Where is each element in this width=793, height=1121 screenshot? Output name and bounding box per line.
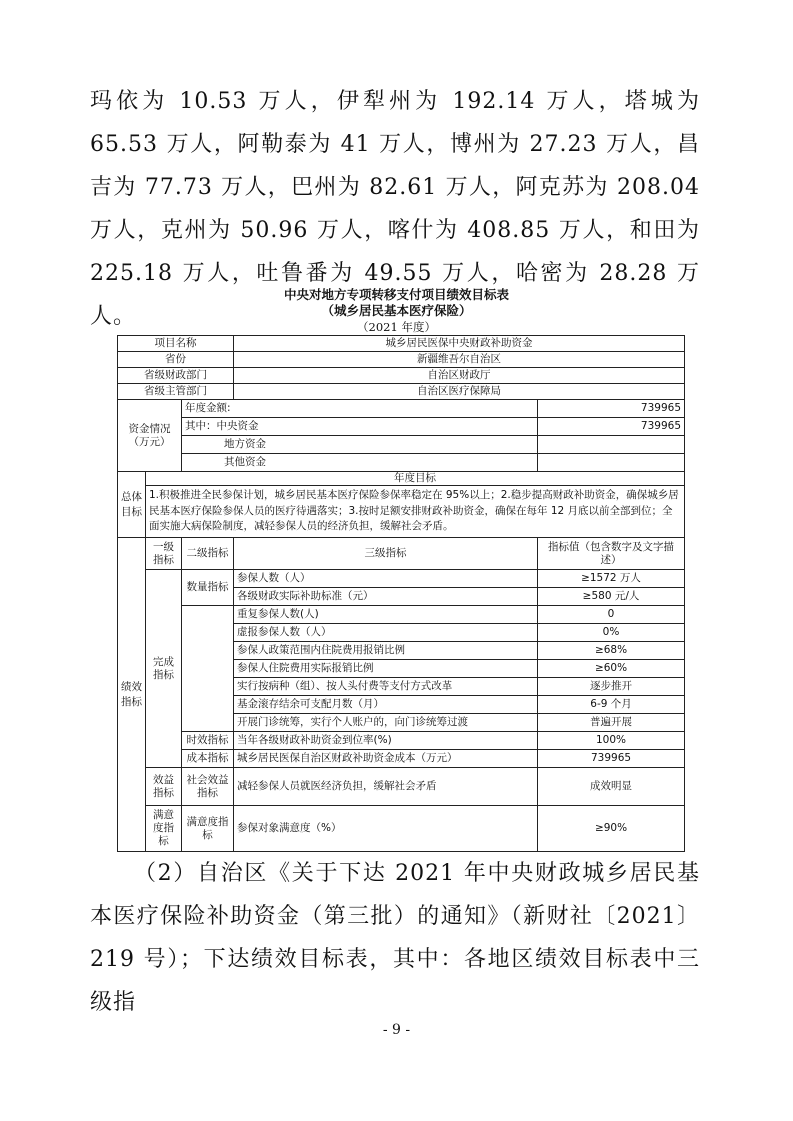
table-title-line1: 中央对地方专项转移支付项目绩效目标表 [283,287,509,302]
indicator-name: 参保人数（人） [234,570,538,588]
indicator-name: 参保对象满意度（%） [234,806,538,852]
indicator-name: 基金滚存结余可支配月数（月） [234,696,538,714]
province-value: 新疆维吾尔自治区 [234,352,685,368]
table-row [118,384,685,400]
indicator-name: 开展门诊统筹，实行个人账户的，向门诊统筹过渡 [234,714,538,732]
header-level3: 三级指标 [234,538,538,570]
annual-total-value: 739965 [538,400,685,418]
indicator-value: 0% [538,624,685,642]
table-row [118,538,685,570]
indicator-name: 当年各级财政补助资金到位率(%) [234,732,538,750]
header-level2: 二级指标 [182,538,234,570]
indicator-value: 6-9 个月 [538,696,685,714]
bottom-text: （2）自治区《关于下达 2021 年中央财政城乡居民基本医疗保险补助资金（第三批）的通知》（新财社〔2021〕219 号）；下达绩效目标表，其中：各地区绩效目标表中三级指 [90,861,700,1015]
local-funds-value [538,436,685,454]
finance-dept-label: 省级财政部门 [118,368,234,384]
table-row [118,570,685,588]
indicator-name: 各级财政实际补助标准（元） [234,588,538,606]
indicator-name: 实行按病种（组）、按人头付费等支付方式改革 [234,678,538,696]
satisfaction-indicators-label: 满意度指标 [146,806,182,852]
admin-dept-value: 自治区医疗保障局 [234,384,685,400]
indicator-value: ≥60% [538,660,685,678]
table-row [118,336,685,352]
province-label: 省份 [118,352,234,368]
finance-dept-value: 自治区财政厅 [234,368,685,384]
indicator-name: 减轻参保人员就医经济负担，缓解社会矛盾 [234,768,538,806]
indicator-value: ≥1572 万人 [538,570,685,588]
quality-indicators-label [182,606,234,732]
other-funds-value [538,454,685,472]
table-row [118,454,685,472]
indicator-value: ≥90% [538,806,685,852]
table-row [118,436,685,454]
completion-indicators-label: 完成指标 [146,570,182,768]
funds-label: 资金情况（万元） [118,400,182,472]
indicator-name: 重复参保人数(人) [234,606,538,624]
social-benefit-label: 社会效益指标 [182,768,234,806]
satisfaction-sub-label: 满意度指标 [182,806,234,852]
admin-dept-label: 省级主管部门 [118,384,234,400]
table-row [118,368,685,384]
cost-indicators-label: 成本指标 [182,750,234,768]
indicator-value: 0 [538,606,685,624]
performance-indicators-label: 绩效指标 [118,538,146,852]
header-level1: 一级指标 [146,538,182,570]
table-row [118,352,685,368]
table-row [118,768,685,806]
page-number: - 9 - [382,1022,411,1038]
performance-target-table [117,335,685,852]
overall-goal-label: 总体目标 [118,472,146,538]
table-row [118,418,685,436]
local-funds-label: 地方资金 [182,436,538,454]
header-value: 指标值（包含数字及文字描述） [538,538,685,570]
central-funds-value: 739965 [538,418,685,436]
annual-goal-label: 年度目标 [146,472,685,486]
indicator-name: 虚报参保人数（人） [234,624,538,642]
project-name-label: 项目名称 [118,336,234,352]
indicator-value: 成效明显 [538,768,685,806]
table-year: （2021 年度） [357,320,436,334]
table-row [118,806,685,852]
quantity-indicators-label: 数量指标 [182,570,234,606]
table-title-line2: （城乡居民基本医疗保险） [321,303,472,318]
indicator-value: 逐步推开 [538,678,685,696]
indicator-name: 城乡居民医保自治区财政补助资金成本（万元） [234,750,538,768]
indicator-value: 普遍开展 [538,714,685,732]
indicator-name: 参保人政策范围内住院费用报销比例 [234,642,538,660]
table-row [118,732,685,750]
indicator-name: 参保人住院费用实际报销比例 [234,660,538,678]
indicator-value: ≥68% [538,642,685,660]
table-row [118,606,685,624]
benefit-indicators-label: 效益指标 [146,768,182,806]
table-row [118,750,685,768]
table-title [110,287,683,319]
table-row [118,486,685,538]
indicator-value: 100% [538,732,685,750]
central-funds-label: 其中：中央资金 [182,418,538,436]
other-funds-label: 其他资金 [182,454,538,472]
intro-text: 玛依为 10.53 万人，伊犁州为 192.14 万人，塔城为 65.53 万人，阿勒泰为 41 万人，博州为 27.23 万人，昌吉为 77.73 万人，巴州为 82.61 万人，阿克苏为 208.04 万人，克州为 50.96 万人，喀什为 408.85 万人，和田为 225.18 万人，吐鲁番为 49.55 万人，哈密为 28.28 万人。 [90,89,700,329]
overall-goal-text: 1.积极推进全民参保计划，城乡居民基本医疗保险参保率稳定在 95%以上；2.稳步提高财政补助资金，确保城乡居民基本医疗保险参保人员的医疗待遇落实；3.按时足额安排财政补助资金，确保在每年 12 月底以前全部到位；全面实施大病保险制度，减轻参保人员的经济负担，缓解社会矛盾。 [146,486,685,538]
table-row [118,472,685,486]
project-name-value: 城乡居民医保中央财政补助资金 [234,336,685,352]
indicator-value: ≥580 元/人 [538,588,685,606]
annual-total-label: 年度金额: [182,400,538,418]
table-row [118,400,685,418]
indicator-value: 739965 [538,750,685,768]
timeliness-indicators-label: 时效指标 [182,732,234,750]
bottom-paragraph [90,852,700,1024]
